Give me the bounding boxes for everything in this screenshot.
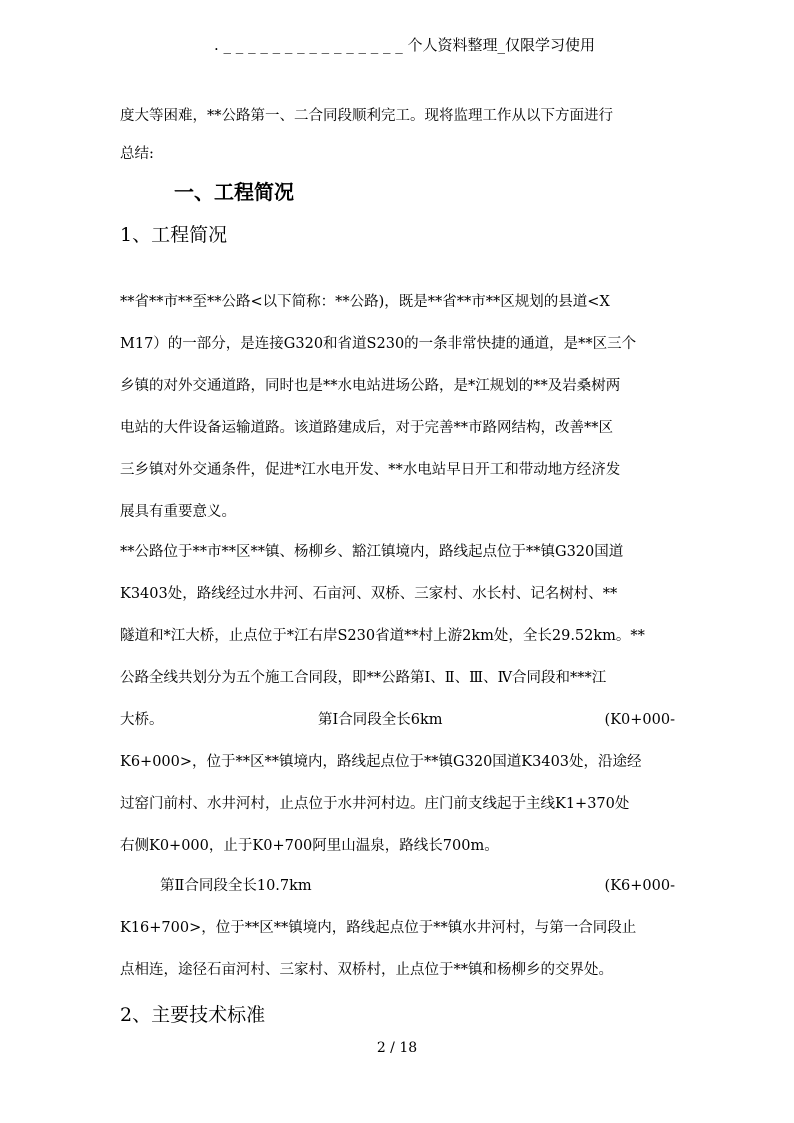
text-span: (K6+000- bbox=[604, 878, 675, 894]
section-title: 一、工程简况 bbox=[174, 180, 294, 204]
text-span: (K0+000- bbox=[604, 712, 675, 728]
paragraph-line: 点相连，途径石亩河村、三家村、双桥村，止点位于**镇和杨柳乡的交界处。 bbox=[120, 962, 613, 978]
text-span: 第Ⅱ合同段全长10.7km bbox=[160, 878, 312, 894]
text-span: 第Ⅰ合同段全长6km bbox=[318, 712, 443, 728]
paragraph-line: K6+000>，位于**区**镇境内，路线起点位于**镇G320国道K3403处，沿途经 bbox=[120, 754, 642, 770]
subsection-title: 1、工程简况 bbox=[120, 224, 228, 246]
paragraph-line: 乡镇的对外交通道路，同时也是**水电站进场公路，是*江规划的**及岩桑树两 bbox=[120, 378, 621, 394]
paragraph-line: 隧道和*江大桥，止点位于*江右岸S230省道**村上游2km处，全长29.52km。** bbox=[120, 628, 645, 644]
paragraph-line: **省**市**至**公路<以下简称：**公路)，既是**省**市**区规划的县道<X bbox=[120, 294, 610, 310]
paragraph-line: K16+700>，位于**区**镇境内，路线起点位于**镇水井河村，与第一合同段止 bbox=[120, 920, 637, 936]
paragraph-line: **公路位于**市**区**镇、杨柳乡、豁江镇境内，路线起点位于**镇G320国道 bbox=[120, 544, 624, 560]
paragraph-line: 三乡镇对外交通条件，促进*江水电开发、**水电站早日开工和带动地方经济发 bbox=[120, 462, 621, 478]
page-number: 2 / 18 bbox=[376, 1040, 418, 1056]
page-header: . _ _ _ _ _ _ _ _ _ _ _ _ _ _ _ 个人资料整理_仅限学习使用 bbox=[214, 36, 596, 54]
intro-line: 总结: bbox=[120, 146, 154, 162]
paragraph-line: 右侧K0+000，止于K0+700阿里山温泉，路线长700m。 bbox=[120, 838, 499, 854]
paragraph-line: M17）的一部分，是连接G320和省道S230的一条非常快捷的通道，是**区三个 bbox=[120, 336, 637, 352]
paragraph-line: 公路全线共划分为五个施工合同段，即**公路第Ⅰ、Ⅱ、Ⅲ、Ⅳ合同段和***江 bbox=[120, 670, 607, 686]
paragraph-line: 电站的大件设备运输道路。该道路建成后，对于完善**市路网结构，改善**区 bbox=[120, 420, 613, 436]
paragraph-line: 过窑门前村、水井河村，止点位于水井河村边。庄门前支线起于主线K1+370处 bbox=[120, 796, 630, 812]
paragraph-line: K3403处，路线经过水井河、石亩河、双桥、三家村、水长村、记名树村、** bbox=[120, 586, 618, 602]
intro-line: 度大等困难，**公路第一、二合同段顺利完工。现将监理工作从以下方面进行 bbox=[120, 108, 613, 124]
subsection-title: 2、主要技术标准 bbox=[120, 1004, 266, 1026]
paragraph-line: 展具有重要意义。 bbox=[120, 504, 236, 520]
text-span: 大桥。 bbox=[120, 712, 164, 728]
